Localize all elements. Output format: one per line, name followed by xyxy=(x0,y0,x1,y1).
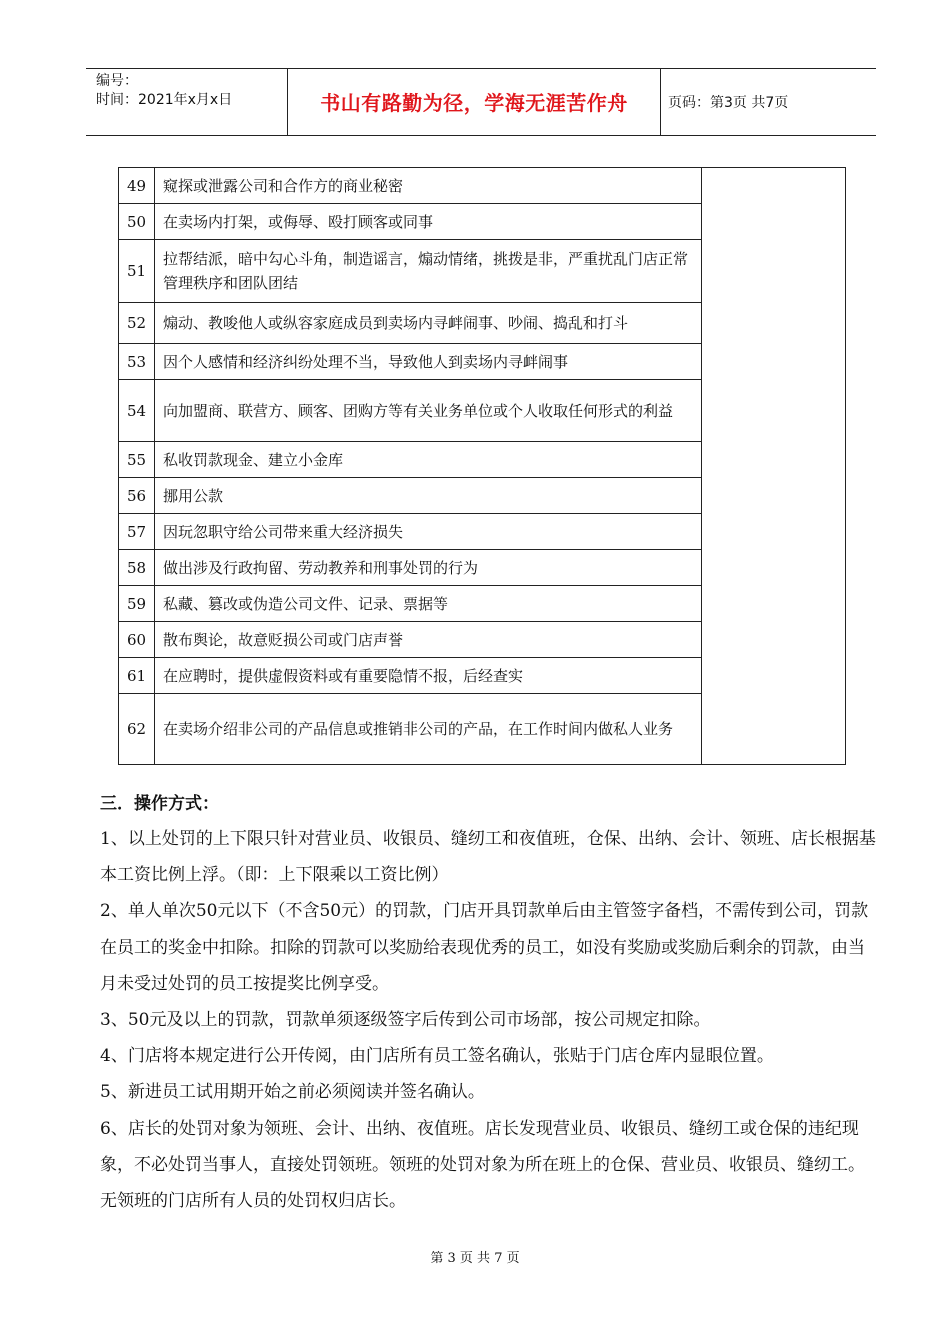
row-text: 私藏、篡改或伪造公司文件、记录、票据等 xyxy=(155,586,702,622)
header-info xyxy=(96,72,286,110)
row-text: 煽动、教唆他人或纵容家庭成员到卖场内寻衅闹事、吵闹、捣乱和打斗 xyxy=(155,303,702,344)
row-text: 因个人感情和经济纠纷处理不当，导致他人到卖场内寻衅闹事 xyxy=(155,344,702,380)
row-text: 做出涉及行政拘留、劳动教养和刑事处罚的行为 xyxy=(155,550,702,586)
row-text: 在卖场介绍非公司的产品信息或推销非公司的产品，在工作时间内做私人业务 xyxy=(155,694,702,765)
header-divider-right xyxy=(660,68,661,135)
date-label: 时间：2021年x月x日 xyxy=(96,92,233,108)
row-number: 57 xyxy=(119,514,155,550)
paragraph-4: 4、门店将本规定进行公开传阅，由门店所有员工签名确认，张贴于门店仓库内显眼位置。 xyxy=(100,1046,774,1067)
row-number: 58 xyxy=(119,550,155,586)
page-footer: 第 3 页 共 7 页 xyxy=(430,1251,520,1266)
row-text: 在应聘时，提供虚假资料或有重要隐情不报，后经查实 xyxy=(155,658,702,694)
header-page-label: 页码：第3页 共7页 xyxy=(668,94,789,111)
row-number: 50 xyxy=(119,204,155,240)
row-number: 54 xyxy=(119,380,155,442)
row-text: 在卖场内打架，或侮辱、殴打顾客或同事 xyxy=(155,204,702,240)
row-number: 53 xyxy=(119,344,155,380)
row-number: 62 xyxy=(119,694,155,765)
remarks-cell xyxy=(702,168,846,765)
row-text: 挪用公款 xyxy=(155,478,702,514)
row-number: 56 xyxy=(119,478,155,514)
row-number: 55 xyxy=(119,442,155,478)
row-number: 52 xyxy=(119,303,155,344)
row-text: 窥探或泄露公司和合作方的商业秘密 xyxy=(155,168,702,204)
row-number: 49 xyxy=(119,168,155,204)
header-motto: 书山有路勤为径，学海无涯苦作舟 xyxy=(320,91,628,115)
row-text: 因玩忽职守给公司带来重大经济损失 xyxy=(155,514,702,550)
row-text: 向加盟商、联营方、顾客、团购方等有关业务单位或个人收取任何形式的利益 xyxy=(155,380,702,442)
paragraph-3: 3、50元及以上的罚款，罚款单须逐级签字后传到公司市场部，按公司规定扣除。 xyxy=(100,1010,711,1031)
violations-table xyxy=(118,167,846,765)
row-number: 61 xyxy=(119,658,155,694)
table-row xyxy=(119,168,846,204)
paragraph-1: 1、以上处罚的上下限只针对营业员、收银员、缝纫工和夜值班，仓保、出纳、会计、领班、店长根据基本工资比例上浮。（即：上下限乘以工资比例） xyxy=(100,829,876,886)
row-text: 拉帮结派，暗中勾心斗角，制造谣言，煽动情绪，挑拨是非，严重扰乱门店正常管理秩序和团队团结 xyxy=(155,240,702,303)
row-number: 59 xyxy=(119,586,155,622)
serial-label: 编号： xyxy=(96,73,138,89)
row-text: 散布舆论，故意贬损公司或门店声誉 xyxy=(155,622,702,658)
row-number: 60 xyxy=(119,622,155,658)
row-number: 51 xyxy=(119,240,155,303)
header-bottom-rule xyxy=(86,135,876,136)
row-text: 私收罚款现金、建立小金库 xyxy=(155,442,702,478)
section-title: 三．操作方式： xyxy=(100,794,219,814)
paragraph-5: 5、新进员工试用期开始之前必须阅读并签名确认。 xyxy=(100,1082,485,1103)
paragraph-2: 2、单人单次50元以下（不含50元）的罚款，门店开具罚款单后由主管签字备档，不需传到公司，罚款在员工的奖金中扣除。扣除的罚款可以奖励给表现优秀的员工，如没有奖励或奖励后剩余的罚款，由当月未受过处罚的员工按提奖比例享受。 xyxy=(100,901,869,994)
paragraph-6: 6、店长的处罚对象为领班、会计、出纳、夜值班。店长发现营业员、收银员、缝纫工或仓保的违纪现象，不必处罚当事人，直接处罚领班。领班的处罚对象为所在班上的仓保、营业员、收银员、缝纫工。无领班的门店所有人员的处罚权归店长。 xyxy=(100,1118,865,1212)
operation-section xyxy=(100,791,880,1219)
